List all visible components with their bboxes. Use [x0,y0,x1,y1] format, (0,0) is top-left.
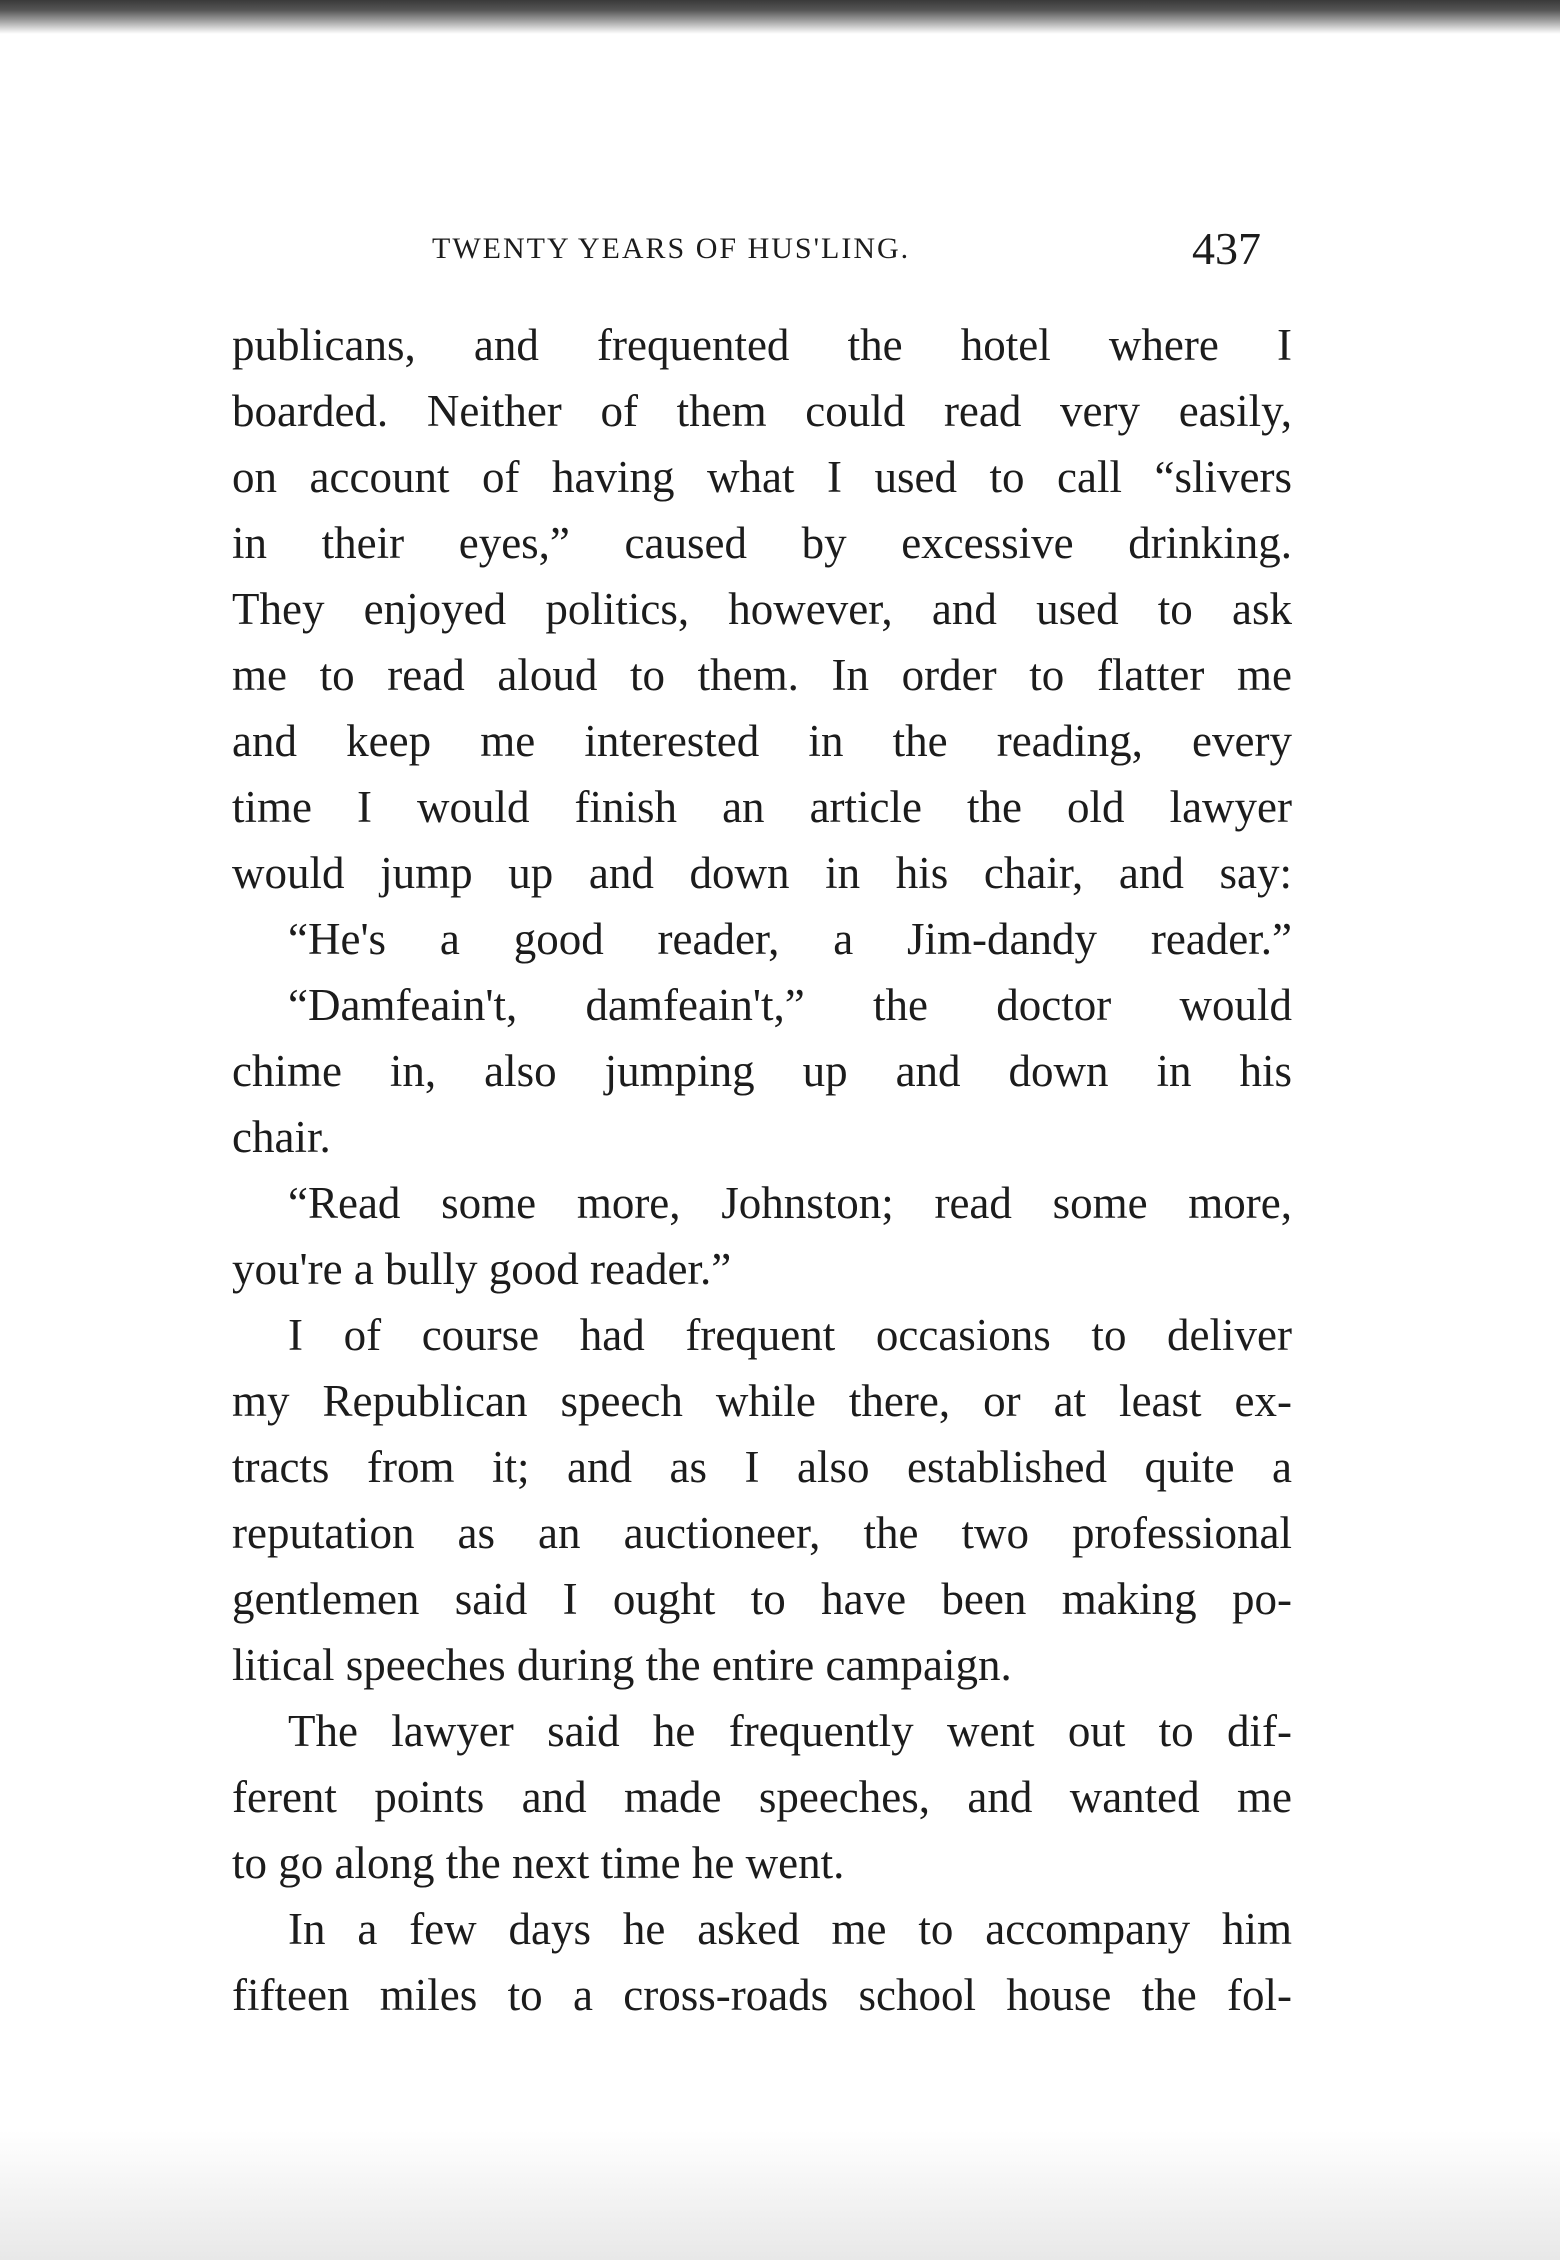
text-line: on account of having what I used to call “slivers [232,452,1292,502]
text-line: and keep me interested in the reading, every [232,716,1292,766]
text-line: in their eyes,” caused by excessive drinking. [232,518,1292,568]
text-line: litical speeches during the entire campaign. [232,1640,1012,1690]
text-line: chair. [232,1112,331,1162]
text-line: I of course had frequent occasions to deliver [288,1310,1292,1360]
text-line: time I would finish an article the old lawyer [232,782,1292,832]
text-line: In a few days he asked me to accompany him [288,1904,1292,1954]
text-line: They enjoyed politics, however, and used to ask [232,584,1292,634]
text-line: publicans, and frequented the hotel where I [232,320,1292,370]
text-line: would jump up and down in his chair, and say: [232,848,1292,898]
text-line: The lawyer said he frequently went out to dif- [288,1706,1292,1756]
scan-top-edge [0,0,1560,34]
running-title: TWENTY YEARS OF HUS'LING. [432,232,911,265]
scan-bottom-edge [0,2130,1560,2260]
running-head [232,222,1292,292]
text-line: you're a bully good reader.” [232,1244,732,1294]
text-line: chime in, also jumping up and down in his [232,1046,1292,1096]
text-line: “He's a good reader, a Jim-dandy reader.” [288,914,1292,964]
text-line: my Republican speech while there, or at least ex- [232,1376,1292,1426]
text-line: boarded. Neither of them could read very easily, [232,386,1292,436]
text-line: ferent points and made speeches, and wanted me [232,1772,1292,1822]
text-line: tracts from it; and as I also established quite a [232,1442,1292,1492]
body-text [232,312,1292,2028]
text-line: fifteen miles to a cross-roads school house the fol- [232,1970,1292,2020]
page-number: 437 [1192,223,1261,274]
text-line: me to read aloud to them. In order to flatter me [232,650,1292,700]
text-line: “Read some more, Johnston; read some more, [288,1178,1292,1228]
text-line: reputation as an auctioneer, the two professional [232,1508,1292,1558]
text-line: to go along the next time he went. [232,1838,845,1888]
text-line: gentlemen said I ought to have been making po- [232,1574,1292,1624]
text-line: “Damfeain't, damfeain't,” the doctor would [288,980,1292,1030]
